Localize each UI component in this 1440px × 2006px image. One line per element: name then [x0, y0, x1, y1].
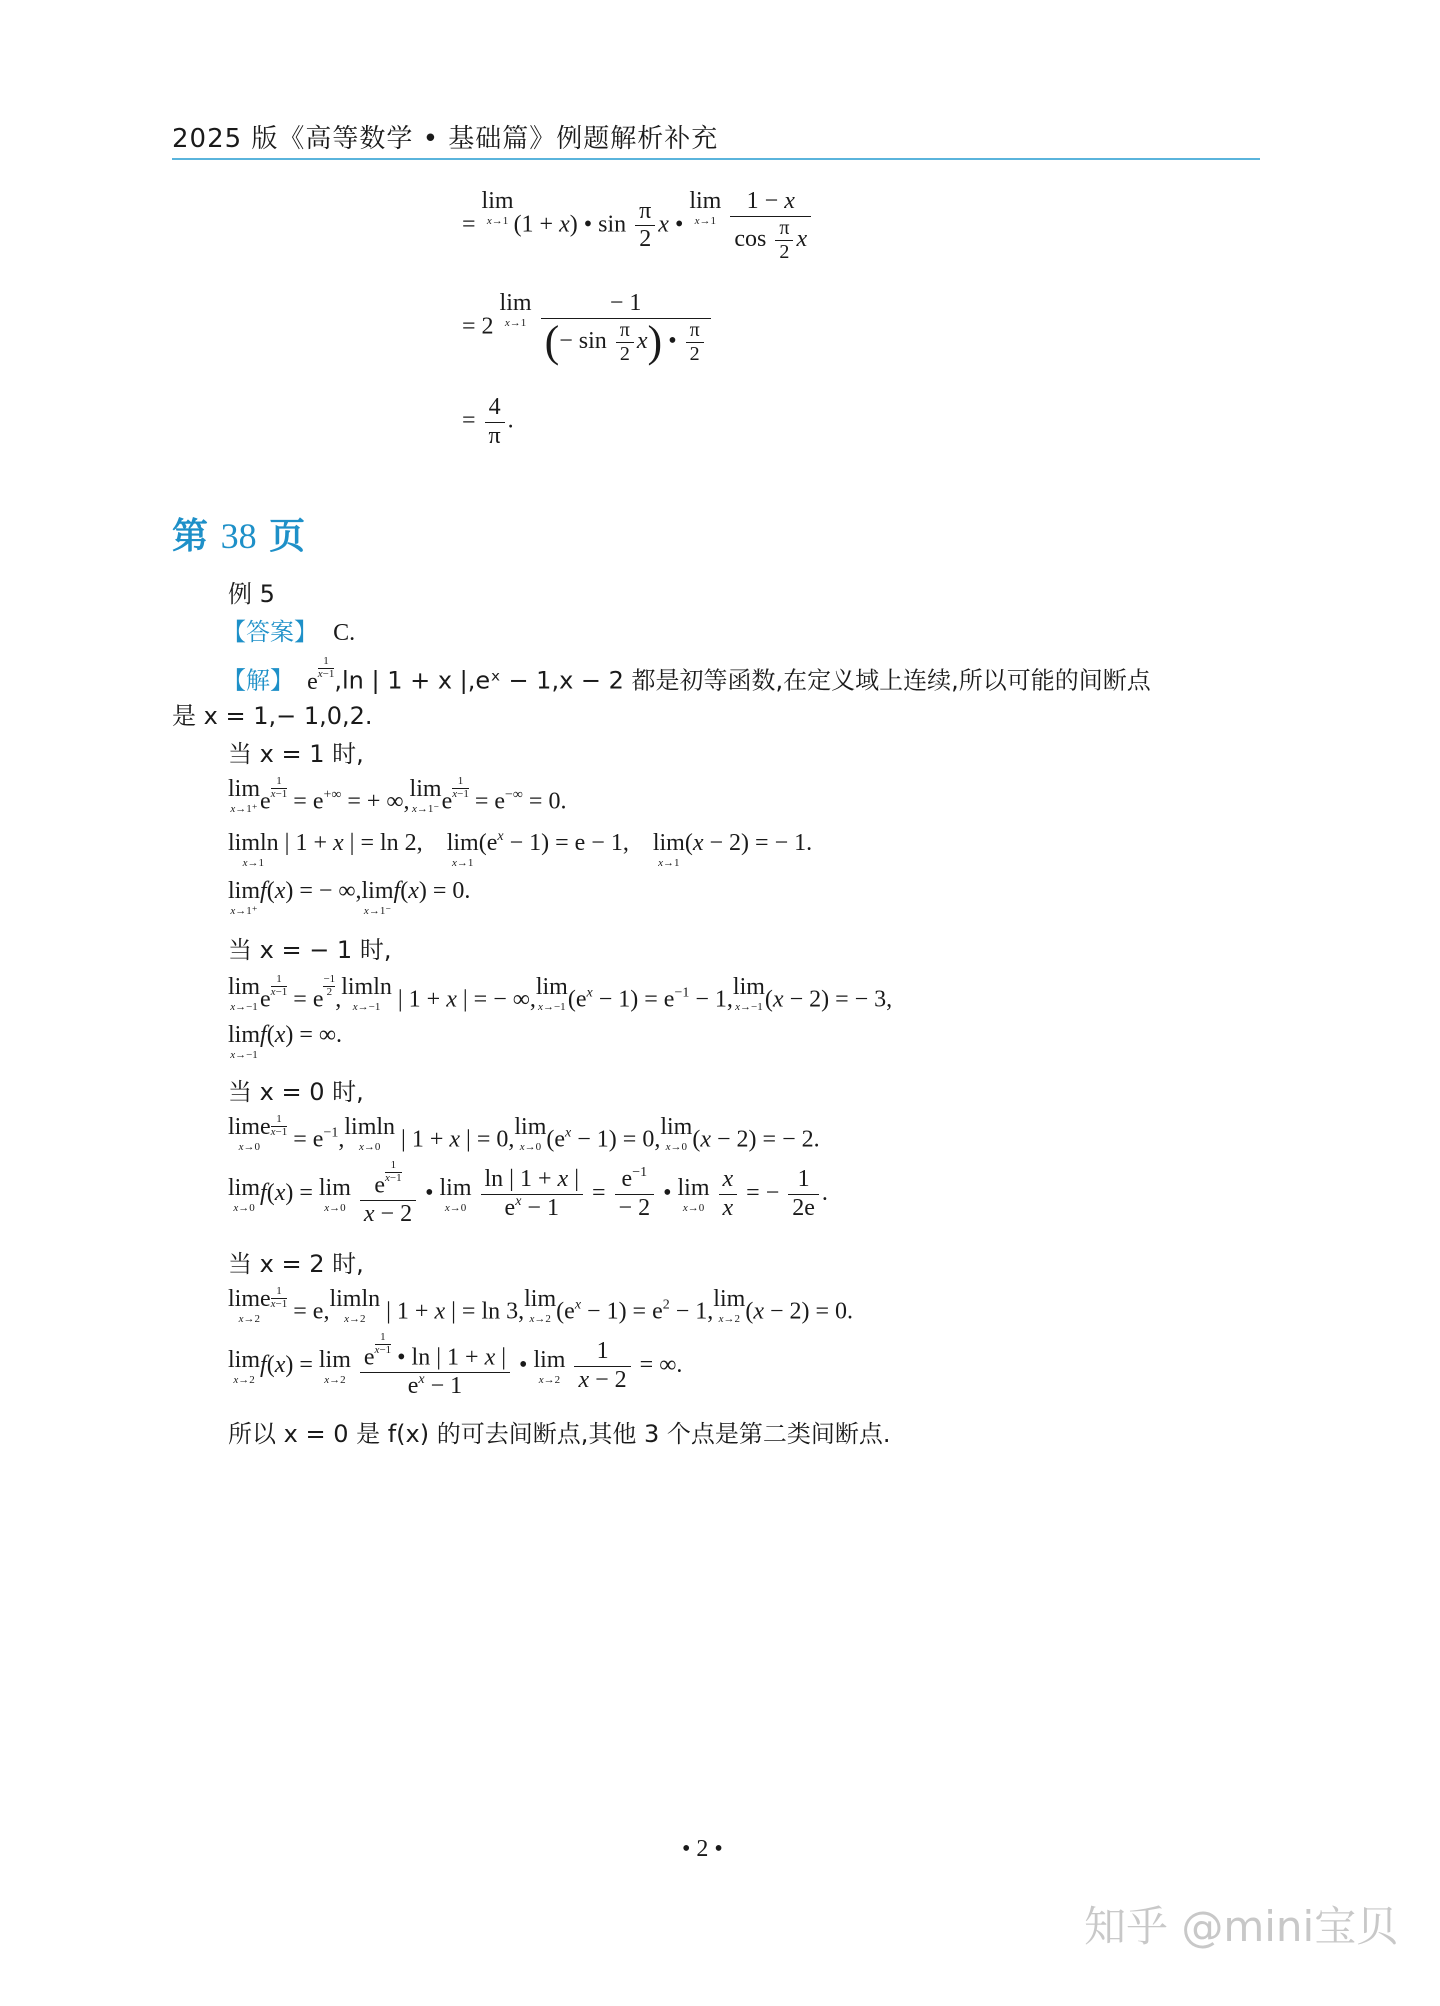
case3-line-2: lim x→0 f(x) = lim x→0 e $\frac{1}{x-1}$ x − 2 • lim x→0 $\frac{\ln | 1 + x |}{e^x - 1}$ = $\frac{e^{-1}}{- 2}$ • lim x→0 $\frac{x}{x}$ = − $\frac{1}{2e}$ . — [228, 1159, 828, 1228]
case-heading-2: 当 x = − 1 时, — [228, 936, 392, 964]
case4-line-1: lime x→2 $\frac{1}{x-1}$ = e, limln x→2 | 1 + x | = ln 3, lim x→2 $(e^x - 1) = e^2 - 1$, lim x→2 (x − 2) = 0. — [228, 1285, 854, 1326]
watermark: 知乎 @mini宝贝 — [1084, 1902, 1399, 1951]
solution-intro-cont: 是 x = 1,− 1,0,2. — [172, 702, 373, 730]
solution-intro: 【解】 e $\frac{1}{x-1}$ ,ln | 1 + x |,eˣ − 1,x − 2 都是初等函数,在定义域上连续,所以可能的间断点 — [222, 655, 1151, 695]
page-number: • 2 • — [682, 1836, 723, 1862]
case2-line-2: lim x→−1 f(x) = ∞. — [228, 1022, 342, 1062]
example-label: 例 5 — [228, 580, 275, 608]
case-heading-4: 当 x = 2 时, — [228, 1250, 364, 1278]
case4-line-2: lim x→2 f(x) = lim x→2 e $\frac{1}{x-1}$ • ln | 1 + x | $e^x - 1$ • lim x→2 $\frac{1}{x - 2}$ = ∞. — [228, 1331, 683, 1400]
equation-line-2: = 2 lim x→1 − 1 (− sin $\frac{\pi}{2}$ x) • $\frac{\pi}{2}$ — [462, 290, 714, 366]
answer-value: C. — [333, 620, 356, 646]
case2-line-1: lim x→−1 e $\frac{1}{x-1}$ = e $\frac{-1}{2}$ , limln x→−1 | 1 + x | = − ∞, lim x→−1 $(e^x - 1) = e^{-1} - 1$, lim x→−1 (x − 2) = − 3, — [228, 973, 893, 1014]
solution-tag: 【解】 — [222, 666, 294, 695]
answer-line — [222, 612, 355, 647]
solution-intro-text: ,ln | 1 + x |,eˣ − 1,x − 2 都是初等函数,在定义域上连续,所以可能的间断点 — [334, 666, 1151, 695]
equation-line-1: = lim x→1 (1 + x) • sin $\frac{\pi}{2}$ x • lim x→1 1 − x cos $\frac{\pi}{2}$ x — [462, 188, 814, 264]
case3-line-1: lime x→0 $\frac{1}{x-1}$ = $e^{-1}$, limln x→0 | 1 + x | = 0, lim x→0 $(e^x - 1) = 0$, lim x→0 (x − 2) = − 2. — [228, 1113, 820, 1154]
answer-tag: 【答案】 — [222, 618, 318, 646]
case1-line-2: limln x→1 | 1 + x | = ln 2, lim x→1 $(e^x - 1) = e - 1$, lim x→1 (x − 2) = − 1. — [228, 829, 813, 870]
equation-line-3: = $\frac{4}{\pi}$ . — [462, 394, 514, 449]
running-header: 2025 版《高等数学 • 基础篇》例题解析补充 — [172, 124, 719, 154]
case1-line-1: lim x→1⁺ e $\frac{1}{x-1}$ = e+∞ = + ∞, lim x→1⁻ e $\frac{1}{x-1}$ = e−∞ = 0. — [228, 775, 567, 816]
header-rule — [172, 158, 1260, 160]
case-heading-3: 当 x = 0 时, — [228, 1078, 364, 1106]
case1-line-3: lim x→1⁺ f(x) = − ∞, lim x→1⁻ f(x) = 0. — [228, 878, 471, 918]
conclusion: 所以 x = 0 是 f(x) 的可去间断点,其他 3 个点是第二类间断点. — [228, 1420, 891, 1448]
section-title: 第 38 页 — [172, 516, 306, 557]
case-heading-1: 当 x = 1 时, — [228, 740, 364, 768]
